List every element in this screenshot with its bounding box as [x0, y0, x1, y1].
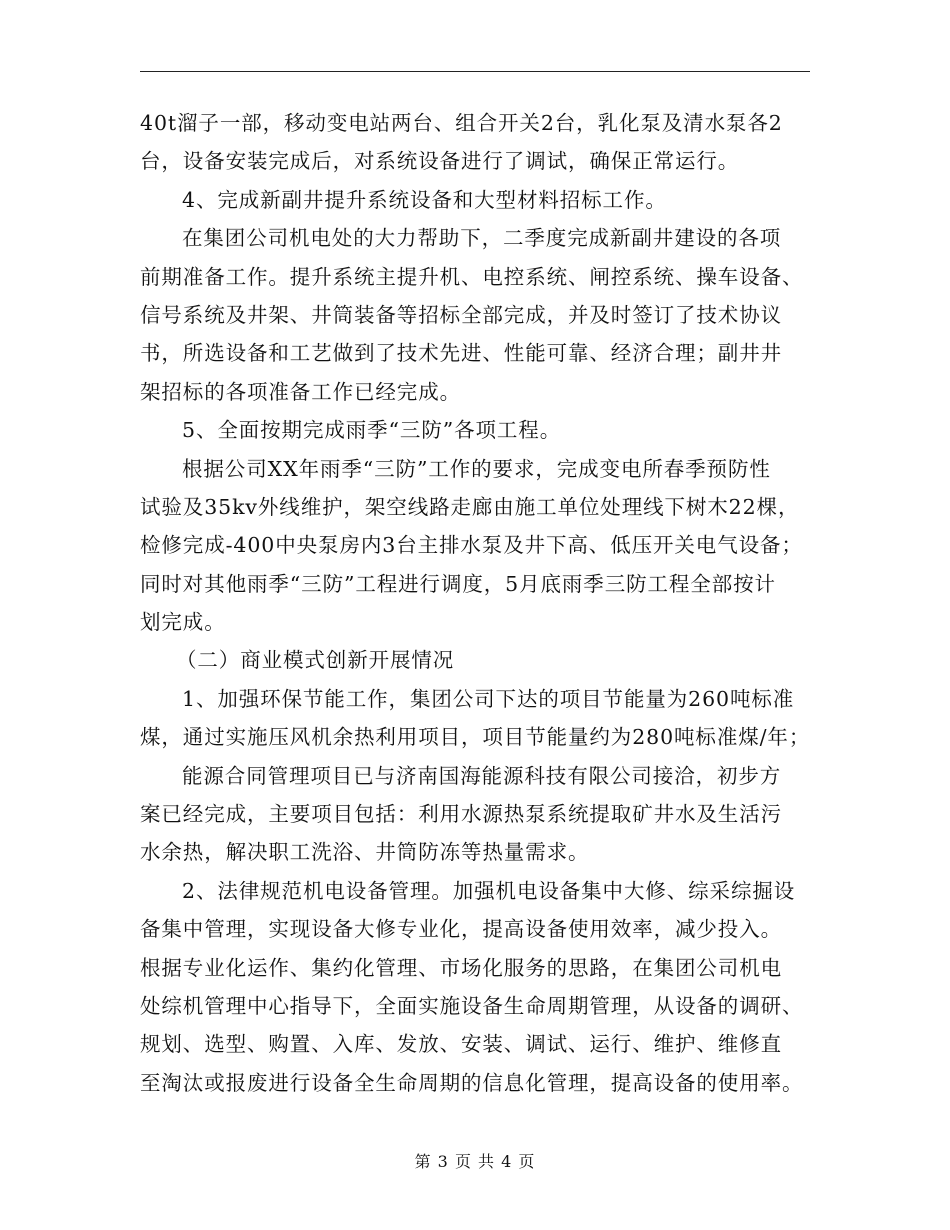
- text-line: 水余热，解决职工洗浴、井筒防冻等热量需求。: [140, 840, 590, 865]
- text-line: 架招标的各项准备工作已经完成。: [140, 379, 461, 404]
- text-line: 2、法律规范机电设备管理。加强机电设备集中大修、综采综掘设: [182, 878, 796, 903]
- page-number-footer: 第 3 页 共 4 页: [414, 1152, 536, 1171]
- text-line: 书，所选设备和工艺做到了技术先进、性能可靠、经济合理；副井井: [140, 341, 782, 366]
- text-line: 备集中管理，实现设备大修专业化，提高设备使用效率，减少投入。: [140, 917, 782, 942]
- text-line: 试验及35kv外线维护，架空线路走廊由施工单位处理线下树木22棵，: [140, 494, 800, 519]
- text-line: 1、加强环保节能工作，集团公司下达的项目节能量为260吨标准: [182, 686, 795, 711]
- text-line: 能源合同管理项目已与济南国海能源科技有限公司接洽，初步方: [182, 763, 782, 788]
- text-line: 根据公司XX年雨季“三防”工作的要求，完成变电所春季预防性: [182, 456, 771, 481]
- text-line: 前期准备工作。提升系统主提升机、电控系统、闸控系统、操车设备、: [140, 264, 804, 289]
- text-line: 至淘汰或报废进行设备全生命周期的信息化管理，提高设备的使用率。: [140, 1070, 804, 1095]
- header-rule: [140, 71, 810, 72]
- document-body: [140, 104, 812, 1102]
- text-line: 根据专业化运作、集约化管理、市场化服务的思路，在集团公司机电: [140, 955, 782, 980]
- section-heading: 5、全面按期完成雨季“三防”各项工程。: [182, 418, 562, 443]
- section-heading: 4、完成新副井提升系统设备和大型材料招标工作。: [182, 187, 667, 212]
- text-line: 信号系统及井架、井筒装备等招标全部完成，并及时签订了技术协议: [140, 302, 782, 327]
- text-line: 煤，通过实施压风机余热利用项目，项目节能量约为280吨标准煤/年；: [140, 725, 811, 750]
- text-line: 40t溜子一部，移动变电站两台、组合开关2台，乳化泵及清水泵各2: [140, 111, 783, 135]
- text-line: 在集团公司机电处的大力帮助下，二季度完成新副井建设的各项: [182, 226, 782, 251]
- text-line: 检修完成-400中央泵房内3台主排水泵及井下高、低压开关电气设备；: [140, 533, 803, 558]
- text-line: 台，设备安装完成后，对系统设备进行了调试，确保正常运行。: [140, 149, 740, 174]
- section-heading: （二）商业模式创新开展情况: [176, 648, 455, 673]
- text-line: 案已经完成，主要项目包括：利用水源热泵系统提取矿井水及生活污: [140, 802, 782, 827]
- text-line: 划完成。: [140, 610, 226, 635]
- text-line: 处综机管理中心指导下，全面实施设备生命周期管理，从设备的调研、: [140, 993, 804, 1018]
- text-line: 规划、选型、购置、入库、发放、安装、调试、运行、维护、维修直: [140, 1032, 782, 1057]
- text-line: 同时对其他雨季“三防”工程进行调度，5月底雨季三防工程全部按计: [140, 571, 776, 596]
